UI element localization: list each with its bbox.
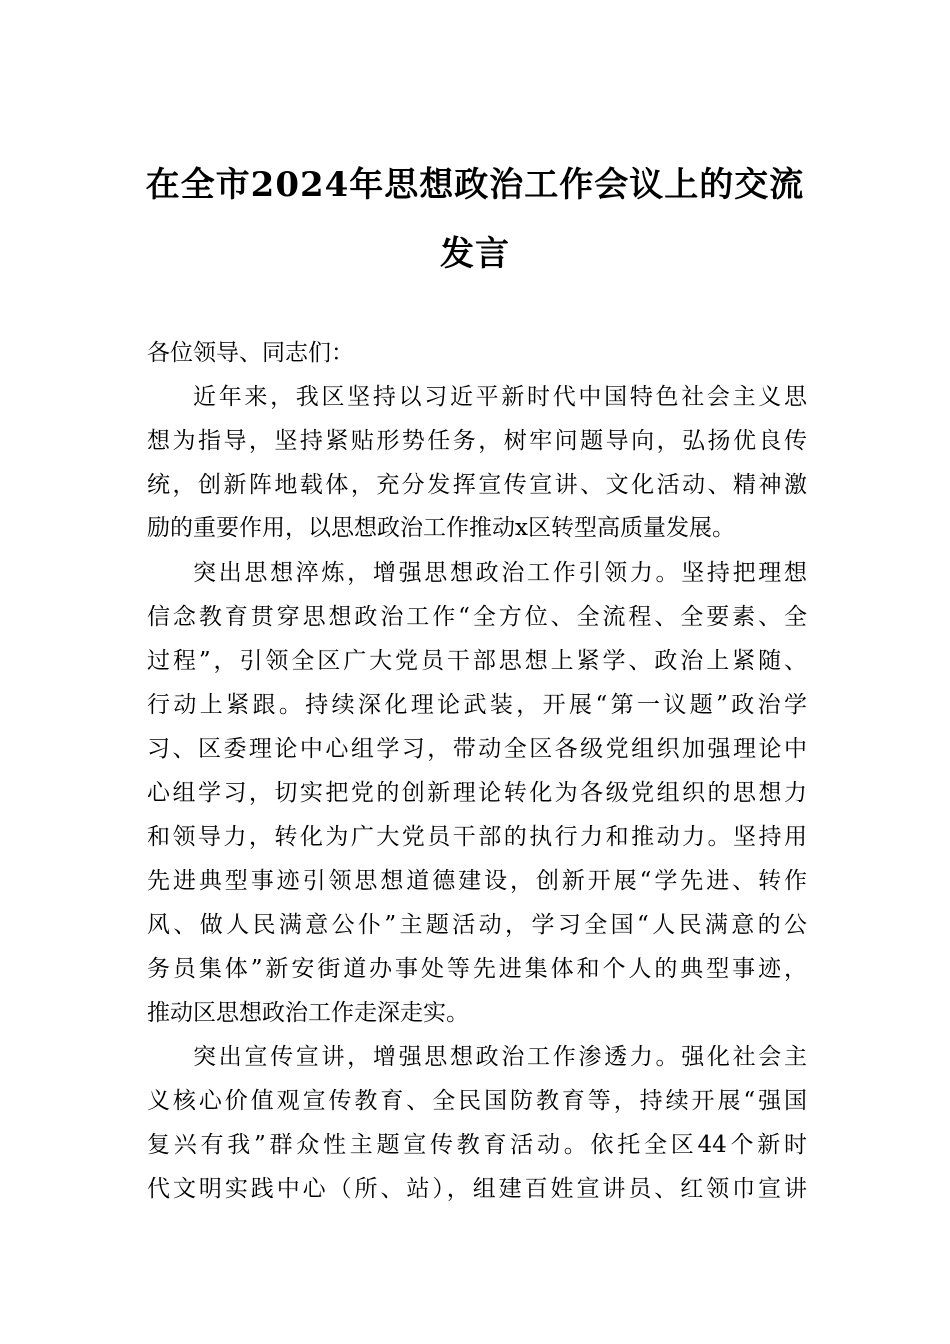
- paragraph-line: 突出思想淬炼，增强思想政治工作引领力。坚持把理想: [193, 560, 807, 586]
- paragraph-line: 过程”，引领全区广大党员干部思想上紧学、政治上紧随、: [147, 648, 807, 674]
- paragraph-line: 务员集体”新安街道办事处等先进集体和个人的典型事迹，: [147, 956, 807, 982]
- paragraph-line: 行动上紧跟。持续深化理论武装，开展“第一议题”政治学: [147, 692, 807, 718]
- paragraph-line: 励的重要作用，以思想政治工作推动x区转型高质量发展。: [147, 515, 735, 541]
- paragraph-line: 代文明实践中心（所、站），组建百姓宣讲员、红领巾宣讲: [147, 1176, 807, 1202]
- paragraph-line: 心组学习，切实把党的创新理论转化为各级党组织的思想力: [147, 780, 807, 806]
- paragraph-line: 复兴有我”群众性主题宣传教育活动。依托全区44个新时: [147, 1132, 807, 1158]
- salutation: 各位领导、同志们：: [147, 340, 354, 366]
- paragraph-line: 义核心价值观宣传教育、全民国防教育等，持续开展“强国: [147, 1088, 807, 1114]
- paragraph-line: 信念教育贯穿思想政治工作“全方位、全流程、全要素、全: [147, 604, 807, 630]
- paragraph-line: 先进典型事迹引领思想道德建设，创新开展“学先进、转作: [147, 868, 807, 894]
- paragraph-line: 想为指导，坚持紧贴形势任务，树牢问题导向，弘扬优良传: [147, 428, 807, 454]
- document-title-line-1: 在全市2024年思想政治工作会议上的交流: [145, 165, 805, 205]
- paragraph-line: 习、区委理论中心组学习，带动全区各级党组织加强理论中: [147, 736, 807, 762]
- paragraph-line: 统，创新阵地载体，充分发挥宣传宣讲、文化活动、精神激: [147, 472, 807, 498]
- paragraph-line: 近年来，我区坚持以习近平新时代中国特色社会主义思: [193, 384, 807, 410]
- document-title-line-2: 发言: [440, 234, 510, 274]
- paragraph-line: 和领导力，转化为广大党员干部的执行力和推动力。坚持用: [147, 824, 807, 850]
- paragraph-line: 风、做人民满意公仆”主题活动，学习全国“人民满意的公: [147, 912, 807, 938]
- paragraph-line: 突出宣传宣讲，增强思想政治工作渗透力。强化社会主: [193, 1044, 807, 1070]
- paragraph-line: 推动区思想政治工作走深走实。: [147, 1000, 469, 1026]
